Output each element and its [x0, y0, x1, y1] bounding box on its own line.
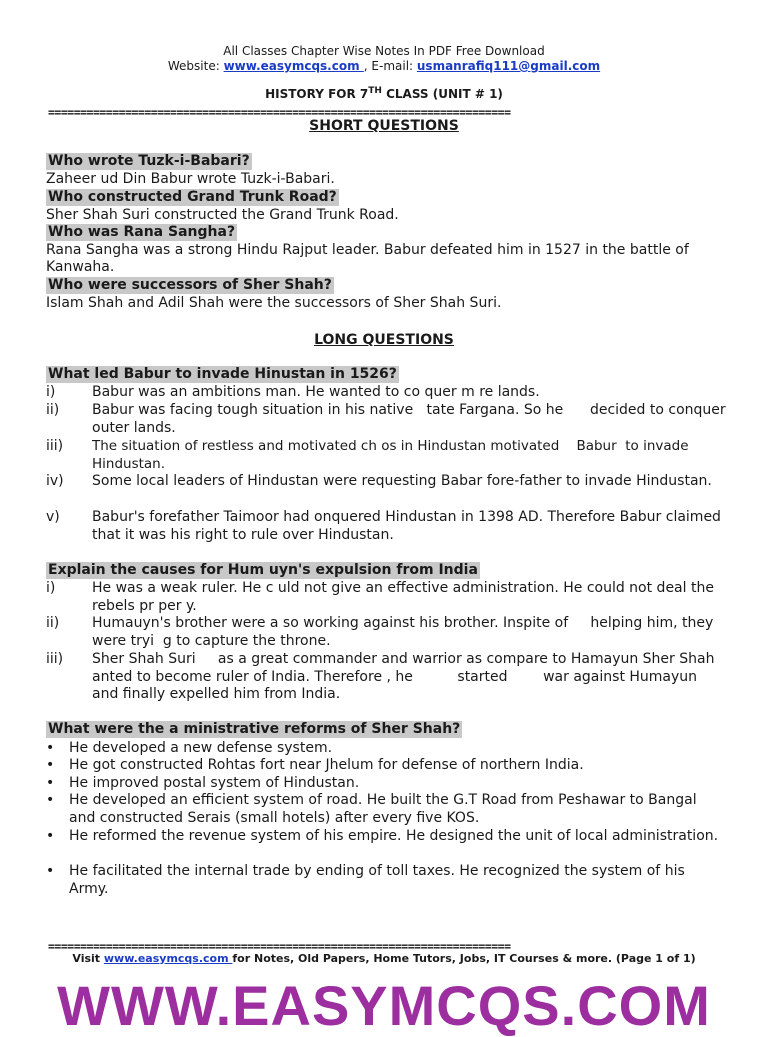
short-answer: Islam Shah and Adil Shah were the successors of Sher Shah Suri.: [46, 295, 502, 311]
list-item: [46, 509, 726, 544]
bullet-text: He facilitated the internal trade by ending of toll taxes. He recognized the system of his Army.: [69, 863, 685, 897]
watermark-banner: WWW.EASYMCQS.COM: [57, 974, 711, 1037]
divider-bottom: ========================================================================: [48, 940, 511, 952]
bullet-item: [46, 775, 726, 793]
header-tagline: All Classes Chapter Wise Notes In PDF Free Download: [223, 44, 545, 58]
email-link[interactable]: usmanrafiq111@gmail.com: [416, 59, 601, 73]
header-line: [0, 44, 768, 58]
bullet-item: [46, 740, 726, 758]
short-question: Who wrote Tuzk-i-Babari?: [48, 153, 250, 169]
long-question-2: Explain the causes for Hum uyn's expulsion from India: [48, 562, 478, 578]
header-contact: [0, 59, 768, 73]
bullet-item: [46, 792, 726, 827]
bullet-item: [46, 863, 726, 898]
bullet-icon: •: [46, 828, 55, 844]
short-questions-title: SHORT QUESTIONS: [309, 118, 459, 134]
item-text: Babur's forefather Taimoor had onquered Hindustan in 1398 AD. Therefore Babur claimed that it was his right to rule over Hindustan.: [92, 509, 721, 543]
long-question-1: What led Babur to invade Hinustan in 1526?: [48, 366, 397, 382]
item-number: iii): [46, 438, 64, 454]
email-label: , E-mail:: [363, 59, 417, 73]
list-item: [46, 402, 731, 437]
short-answer: Zaheer ud Din Babur wrote Tuzk-i-Babari.: [46, 171, 335, 187]
item-text: The situation of restless and motivated ch os in Hindustan motivated Babur to invade Hindustan.: [92, 438, 693, 472]
bullet-item: [46, 757, 726, 775]
item-number: ii): [46, 615, 60, 631]
item-number: iii): [46, 651, 64, 667]
list-item: [46, 438, 726, 473]
item-text: Babur was facing tough situation in his native tate Fargana. So he decided to conquer outer lands.: [92, 402, 731, 436]
bullet-text: He got constructed Rohtas fort near Jhelum for defense of northern India.: [69, 757, 584, 773]
footer-line: [0, 952, 768, 965]
bullet-text: He reformed the revenue system of his empire. He designed the unit of local administration.: [69, 828, 719, 844]
footer-text: for Notes, Old Papers, Home Tutors, Jobs, IT Courses & more. (Page 1 of 1): [232, 952, 696, 965]
item-text: Babur was an ambitions man. He wanted to co quer m re lands.: [92, 384, 540, 400]
website-link[interactable]: www.easymcqs.com: [223, 59, 364, 73]
short-answer: Sher Shah Suri constructed the Grand Trunk Road.: [46, 207, 399, 223]
subject-pre: HISTORY FOR 7: [265, 87, 369, 101]
subject-sup: TH: [368, 86, 382, 96]
list-item: [46, 651, 726, 704]
short-question: Who were successors of Sher Shah?: [48, 277, 332, 293]
bullet-icon: •: [46, 775, 55, 791]
long-questions-title: LONG QUESTIONS: [314, 332, 454, 348]
bullet-icon: •: [46, 863, 55, 879]
short-question: Who constructed Grand Trunk Road?: [48, 189, 337, 205]
list-item: [46, 384, 726, 402]
subject-heading: [0, 86, 768, 101]
item-text: Humauyn's brother were a so working against his brother. Inspite of helping him, they were tryi g to capture the throne.: [92, 615, 718, 649]
bullet-icon: •: [46, 757, 55, 773]
footer-link[interactable]: www.easymcqs.com: [103, 952, 233, 965]
item-text: Sher Shah Suri as a great commander and warrior as compare to Hamayun Sher Shah anted to become ruler of India. Therefore , he started war against Humayun and finally expelled him from India.: [92, 651, 728, 702]
short-question: Who was Rana Sangha?: [48, 224, 236, 240]
item-number: ii): [46, 402, 60, 418]
bullet-icon: •: [46, 740, 55, 756]
item-number: i): [46, 384, 56, 400]
bullet-item: [46, 828, 726, 846]
short-answer: Rana Sangha was a strong Hindu Rajput leader. Babur defeated him in 1527 in the battle of Kanwaha.: [46, 242, 689, 275]
footer-visit: Visit: [72, 952, 104, 965]
item-text: He was a weak ruler. He c uld not give an effective administration. He could not deal the rebels pr per y.: [92, 580, 714, 614]
subject-post: CLASS (UNIT # 1): [381, 87, 503, 101]
list-item: [46, 473, 726, 491]
list-item: [46, 580, 726, 615]
item-number: i): [46, 580, 56, 596]
divider-top: ========================================================================: [48, 106, 511, 118]
item-number: v): [46, 509, 60, 525]
website-label: Website:: [167, 59, 224, 73]
long-question-3: What were the a ministrative reforms of Sher Shah?: [48, 721, 461, 737]
bullet-text: He improved postal system of Hindustan.: [69, 775, 360, 791]
list-item: [46, 615, 726, 650]
item-number: iv): [46, 473, 64, 489]
bullet-text: He developed a new defense system.: [69, 740, 333, 756]
bullet-text: He developed an efficient system of road. He built the G.T Road from Peshawar to Bangal and constructed Serais (small hotels) after every five KOS.: [69, 792, 697, 826]
bullet-icon: •: [46, 792, 55, 808]
item-text: Some local leaders of Hindustan were requesting Babar fore-father to invade Hindustan.: [92, 473, 712, 489]
